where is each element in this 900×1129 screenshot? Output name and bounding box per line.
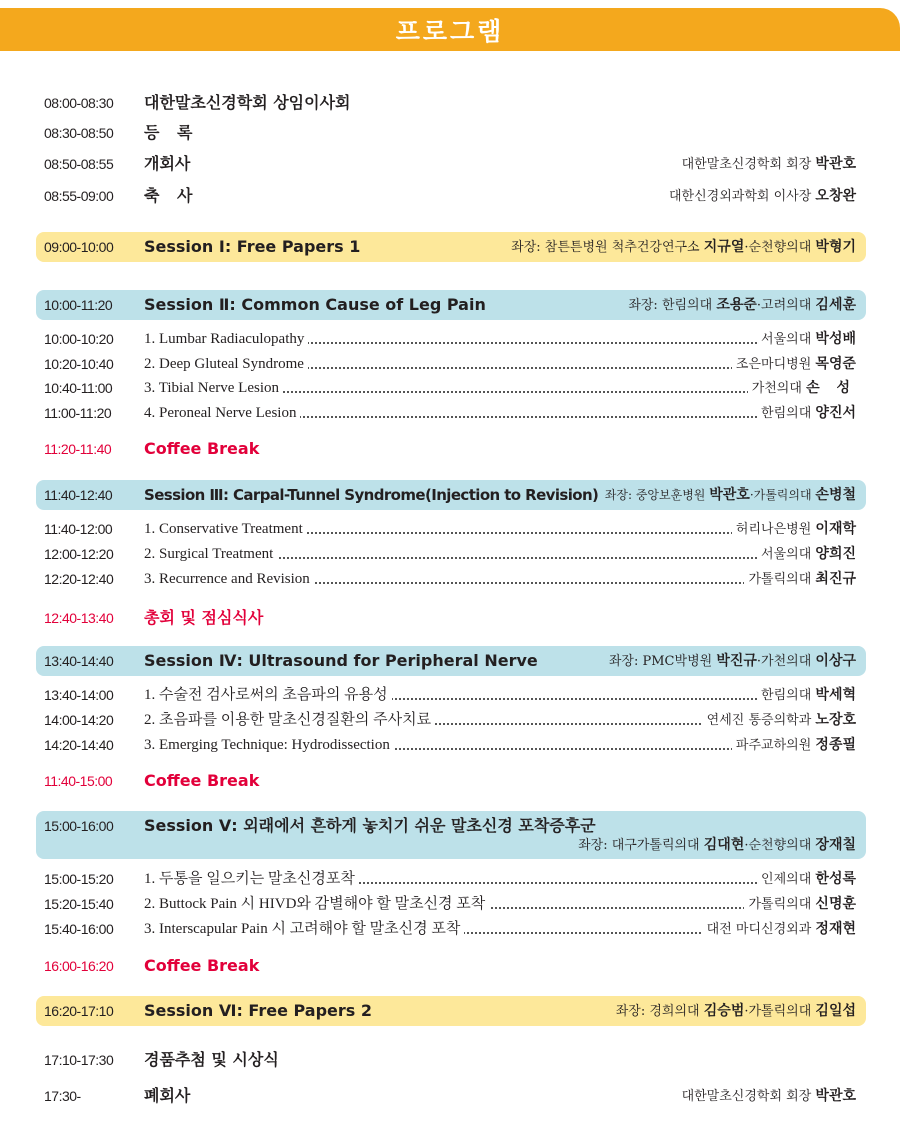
session-1-header xyxy=(36,232,866,262)
program-header xyxy=(0,8,900,51)
event-title: 폐회사 xyxy=(144,1086,191,1105)
time-slot: 14:00-14:20 xyxy=(44,712,114,728)
session-2-header xyxy=(36,290,866,320)
talk-row xyxy=(36,542,866,566)
session-chairs: 좌장: PMC박병원 박진규·가천의대 이상구 xyxy=(608,653,856,669)
session-chairs: 좌장: 한림의대 조용준·고려의대 김세훈 xyxy=(628,297,856,313)
time-slot: 08:30-08:50 xyxy=(44,125,114,141)
talk-row xyxy=(36,376,866,400)
time-slot: 08:00-08:30 xyxy=(44,95,114,111)
coffee-break-row xyxy=(36,766,866,796)
event-title: 축 사 xyxy=(144,186,199,205)
session-title: Session Ⅱ: Common Cause of Leg Pain xyxy=(144,295,486,314)
talk-row xyxy=(36,327,866,351)
talk-title: 1. 수술전 검사로써의 초음파의 유용성 xyxy=(144,683,392,707)
speaker: 대한말초신경학회 회장 박관호 xyxy=(681,1088,856,1104)
speaker: 가천의대 손 성 xyxy=(748,376,856,401)
break-title: 총회 및 점심식사 xyxy=(144,608,264,627)
talk-title: 4. Peroneal Nerve Lesion xyxy=(144,401,300,425)
talk-title: 2. Buttock Pain 시 HIVD와 감별해야 할 말초신경 포착 xyxy=(144,892,489,916)
program-title: 프로그램 xyxy=(395,16,505,46)
session-chairs: 좌장: 대구가톨릭의대 김대현·순천향의대 장재칠 xyxy=(578,837,856,853)
time-slot: 10:00-11:20 xyxy=(44,297,113,313)
break-title: Coffee Break xyxy=(144,439,260,458)
session-title: Session Ⅰ: Free Papers 1 xyxy=(144,237,361,256)
time-slot: 11:20-11:40 xyxy=(44,441,112,457)
talk-row xyxy=(36,708,866,732)
event-title: 등 록 xyxy=(144,123,199,142)
session-5-chairs-row xyxy=(36,834,866,856)
speaker: 서울의대 박성배 xyxy=(757,327,856,352)
time-slot: 15:20-15:40 xyxy=(44,896,114,912)
time-slot: 11:40-15:00 xyxy=(44,773,113,789)
event-title: 개회사 xyxy=(144,154,191,173)
session-chairs: 좌장: 참튼튼병원 척추건강연구소 지규열·순천향의대 박형기 xyxy=(511,239,856,255)
time-slot: 14:20-14:40 xyxy=(44,737,114,753)
session-chairs: 좌장: 중앙보훈병원 박관호·가톨릭의대 손병철 xyxy=(604,487,856,503)
time-slot: 11:40-12:00 xyxy=(44,521,113,537)
time-slot: 10:20-10:40 xyxy=(44,356,114,372)
speaker: 한림의대 박세혁 xyxy=(757,683,856,708)
break-title: Coffee Break xyxy=(144,771,260,790)
time-slot: 10:40-11:00 xyxy=(44,380,113,396)
event-title: 대한말초신경학회 상임이사회 xyxy=(144,93,351,112)
coffee-break-row xyxy=(36,434,866,464)
time-slot: 12:00-12:20 xyxy=(44,546,114,562)
session-title: Session Ⅴ: 외래에서 흔하게 놓치기 쉬운 말초신경 포착증후군 xyxy=(144,816,596,835)
speaker: 대한말초신경학회 회장 박관호 xyxy=(681,156,856,172)
talk-row xyxy=(36,567,866,591)
time-slot: 08:50-08:55 xyxy=(44,156,114,172)
talk-title: 3. Tibial Nerve Lesion xyxy=(144,376,283,400)
time-slot: 16:20-17:10 xyxy=(44,1003,114,1019)
talk-title: 1. 두통을 일으키는 말초신경포착 xyxy=(144,867,359,891)
time-slot: 15:00-16:00 xyxy=(44,818,114,834)
schedule-row xyxy=(36,118,866,148)
speaker: 서울의대 양희진 xyxy=(757,542,856,567)
talk-title: 1. Conservative Treatment xyxy=(144,517,307,541)
speaker: 한림의대 양진서 xyxy=(757,401,856,426)
time-slot: 08:55-09:00 xyxy=(44,188,114,204)
schedule-row xyxy=(36,149,866,179)
speaker: 연세진 통증의학과 노장호 xyxy=(703,708,856,733)
session-chairs: 좌장: 경희의대 김승범·가톨릭의대 김일섭 xyxy=(615,1003,856,1019)
time-slot: 09:00-10:00 xyxy=(44,239,114,255)
speaker: 파주교하의원 정종필 xyxy=(732,733,856,758)
time-slot: 12:40-13:40 xyxy=(44,610,114,626)
talk-row xyxy=(36,401,866,425)
session-title: Session Ⅵ: Free Papers 2 xyxy=(144,1001,372,1020)
coffee-break-row xyxy=(36,951,866,981)
time-slot: 13:40-14:40 xyxy=(44,653,114,669)
schedule-row xyxy=(36,181,866,211)
lunch-row xyxy=(36,603,866,633)
talk-row xyxy=(36,352,866,376)
talk-title: 3. Recurrence and Revision xyxy=(144,567,314,591)
time-slot: 11:00-11:20 xyxy=(44,405,112,421)
talk-row xyxy=(36,867,866,891)
break-title: Coffee Break xyxy=(144,956,260,975)
time-slot: 11:40-12:40 xyxy=(44,487,113,503)
speaker: 대전 마디신경외과 정재현 xyxy=(703,917,856,942)
time-slot: 12:20-12:40 xyxy=(44,571,114,587)
time-slot: 17:10-17:30 xyxy=(44,1052,114,1068)
talk-row xyxy=(36,683,866,707)
session-3-header xyxy=(36,480,866,510)
time-slot: 10:00-10:20 xyxy=(44,331,114,347)
schedule-row xyxy=(36,1045,866,1075)
talk-title: 3. Interscapular Pain 시 고려해야 할 말초신경 포착 xyxy=(144,917,464,941)
talk-row xyxy=(36,733,866,757)
time-slot: 13:40-14:00 xyxy=(44,687,114,703)
session-title: Session Ⅲ: Carpal-Tunnel Syndrome(Injection to Revision) xyxy=(144,486,599,504)
talk-row xyxy=(36,892,866,916)
speaker: 대한신경외과학회 이사장 오창완 xyxy=(669,188,856,204)
speaker: 가톨릭의대 최진규 xyxy=(744,567,856,592)
talk-row xyxy=(36,517,866,541)
talk-title: 2. Surgical Treatment xyxy=(144,542,277,566)
time-slot: 15:00-15:20 xyxy=(44,871,114,887)
talk-row xyxy=(36,917,866,941)
talk-title: 2. Deep Gluteal Syndrome xyxy=(144,352,308,376)
time-slot: 15:40-16:00 xyxy=(44,921,114,937)
time-slot: 16:00-16:20 xyxy=(44,958,114,974)
session-6-header xyxy=(36,996,866,1026)
talk-title: 1. Lumbar Radiaculopathy xyxy=(144,327,308,351)
talk-title: 2. 초음파를 이용한 말초신경질환의 주사치료 xyxy=(144,708,435,732)
event-title: 경품추첨 및 시상식 xyxy=(144,1050,279,1069)
schedule-row xyxy=(36,88,866,118)
time-slot: 17:30- xyxy=(44,1088,81,1104)
talk-title: 3. Emerging Technique: Hydrodissection xyxy=(144,733,394,757)
session-title: Session Ⅳ: Ultrasound for Peripheral Nerve xyxy=(144,651,538,670)
speaker: 인제의대 한성록 xyxy=(757,867,856,892)
speaker: 허리나은병원 이재학 xyxy=(732,517,856,542)
speaker: 가톨릭의대 신명훈 xyxy=(744,892,856,917)
session-4-header xyxy=(36,646,866,676)
speaker: 조은마디병원 목영준 xyxy=(732,352,856,377)
schedule-row xyxy=(36,1081,866,1111)
